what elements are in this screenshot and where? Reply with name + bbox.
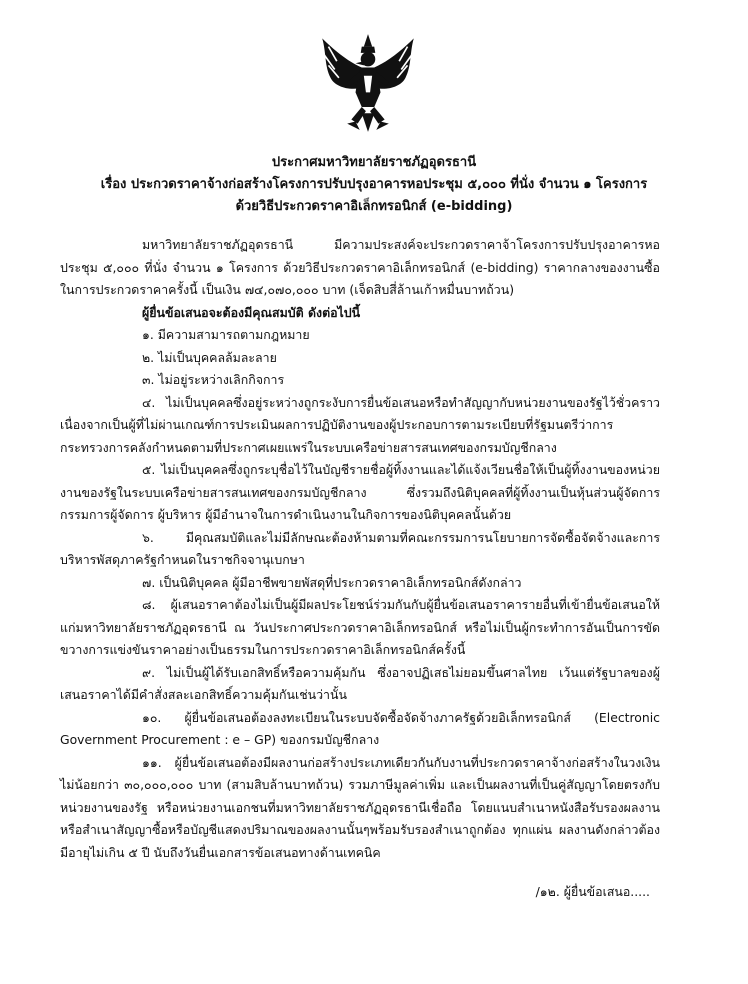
qualification-item-10: ๑๐. ผู้ยื่นข้อเสนอต้องลงทะเบียนในระบบจัดซื้อจัดจ้างภาครัฐด้วยอิเล็กทรอนิกส์ (Electronic Government Procurement : e – GP) ของกรมบัญชีกลาง [60, 709, 660, 747]
garuda-emblem-icon [316, 30, 420, 134]
title-line-2: เรื่อง ประกวดราคาจ้างก่อสร้างโครงการปรับปรุงอาคารหอประชุม ๕,๐๐๐ ที่นั่ง จำนวน ๑ โครงการ [100, 177, 648, 192]
qualifications-heading: ผู้ยื่นข้อเสนอจะต้องมีคุณสมบัติ ดังต่อไปนี้ [142, 304, 361, 320]
qualification-item-3: ๓. ไม่อยู่ระหว่างเลิกกิจการ [142, 372, 285, 387]
qualification-item-7: ๗. เป็นนิติบุคคล ผู้มีอาชีพขายพัสดุที่ประกวดราคาอิเล็กทรอนิกส์ดังกล่าว [142, 574, 522, 590]
announcement-title [40, 152, 708, 218]
title-line-3: ด้วยวิธีประกวดราคาอิเล็กทรอนิกส์ (e-bidding) [235, 199, 513, 214]
qualification-item-11: ๑๑. ผู้ยื่นข้อเสนอต้องมีผลงานก่อสร้างประเภทเดียวกันกับงานที่ประกวดราคาจ้างก่อสร้างในวงเงินไม่น้อยกว่า ๓๐,๐๐๐,๐๐๐ บาท (สามสิบล้านบาทถ้วน) รวมภาษีมูลค่าเพิ่ม และเป็นผลงานที่เป็นคู่สัญญาโดยตรงกับหน่วยงานของรัฐ หรือหน่วยงานเอกชนที่มหาวิทยาลัยราชภัฏอุดรธานีเชื่อถือ โดยแนบสำเนาหนังสือรับรองผลงานหรือสำเนาสัญญาซื้อหรือบัญชีแสดงปริมาณของผลงานนั้นๆพร้อมรับรองสำเนาถูกต้อง ทุกแผ่น ผลงานดังกล่าวต้องมีอายุไม่เกิน ๕ ปี นับถึงวันยื่นเอกสารข้อเสนอทางด้านเทคนิค [60, 754, 660, 860]
qualification-item-4: ๔. ไม่เป็นบุคคลซึ่งอยู่ระหว่างถูกระงับการยื่นข้อเสนอหรือทำสัญญากับหน่วยงานของรัฐไว้ชั่วคราว เนื่องจากเป็นผู้ที่ไม่ผ่านเกณฑ์การประเมินผลการปฏิบัติงานของผู้ประกอบการตามระเบียบที่รัฐมนตรีว่าการกระทรวงการคลังกำหนดตามที่ประกาศเผยแพร่ในระบบเครือข่ายสารสนเทศของกรมบัญชีกลาง [60, 394, 660, 455]
qualification-item-2: ๒. ไม่เป็นบุคคลล้มละลาย [142, 349, 277, 365]
title-line-1: ประกาศมหาวิทยาลัยราชภัฏอุดรธานี [271, 155, 477, 170]
continuation-footer: /๑๒. ผู้ยื่นข้อเสนอ..... [535, 884, 650, 899]
qualification-item-8: ๘. ผู้เสนอราคาต้องไม่เป็นผู้มีผลประโยชน์ร่วมกันกับผู้ยื่นข้อเสนอราคารายอื่นที่เข้ายื่นข้อเสนอให้แก่มหาวิทยาลัยราชภัฏอุดรธานี ณ วันประกาศประกวดราคาอิเล็กทรอนิกส์ หรือไม่เป็นผู้กระทำการอันเป็นการขัดขวางการแข่งขันราคาอย่างเป็นธรรมในการประกวดราคาอิเล็กทรอนิกส์ครั้งนี้ [60, 597, 660, 657]
qualification-item-6: ๖. มีคุณสมบัติและไม่มีลักษณะต้องห้ามตามที่คณะกรรมการนโยบายการจัดซื้อจัดจ้างและการบริหารพัสดุภาครัฐกำหนดในราชกิจจานุเบกษา [60, 529, 660, 567]
qualification-item-1: ๑. มีความสามารถตามกฎหมาย [142, 327, 310, 342]
announcement-body [60, 234, 660, 864]
intro-paragraph: มหาวิทยาลัยราชภัฏอุดรธานี มีความประสงค์จะประกวดราคาจ้าโครงการปรับปรุงอาคารหอประชุม ๕,๐๐๐ ที่นั่ง จำนวน ๑ โครงการ ด้วยวิธีประกวดราคาอิเล็กทรอนิกส์ (e-bidding) ราคากลางของงานซื้อในการประกวดราคาครั้งนี้ เป็นเงิน ๗๔,๐๗๐,๐๐๐ บาท (เจ็ดสิบสี่ล้านเก้าหมื่นบาทถ้วน) [60, 237, 660, 297]
qualification-item-5: ๕. ไม่เป็นบุคคลซึ่งถูกระบุชื่อไว้ในบัญชีรายชื่อผู้ทิ้งงานและได้แจ้งเวียนชื่อให้เป็นผู้ทิ้งงานของหน่วยงานของรัฐในระบบเครือข่ายสารสนเทศของกรมบัญชีกลาง ซึ่งรวมถึงนิติบุคคลที่ผู้ทิ้งงานเป็นหุ้นส่วนผู้จัดการ กรรมการผู้จัดการ ผู้บริหาร ผู้มีอำนาจในการดำเนินงานในกิจการของนิติบุคคลนั้นด้วย [60, 462, 660, 522]
qualification-item-9: ๙. ไม่เป็นผู้ได้รับเอกสิทธิ์หรือความคุ้มกัน ซึ่งอาจปฏิเสธไม่ยอมขึ้นศาลไทย เว้นแต่รัฐบาลของผู้เสนอราคาได้มีคำสั่งสละเอกสิทธิ์ความคุ้มกันเช่นว่านั้น [60, 664, 660, 702]
